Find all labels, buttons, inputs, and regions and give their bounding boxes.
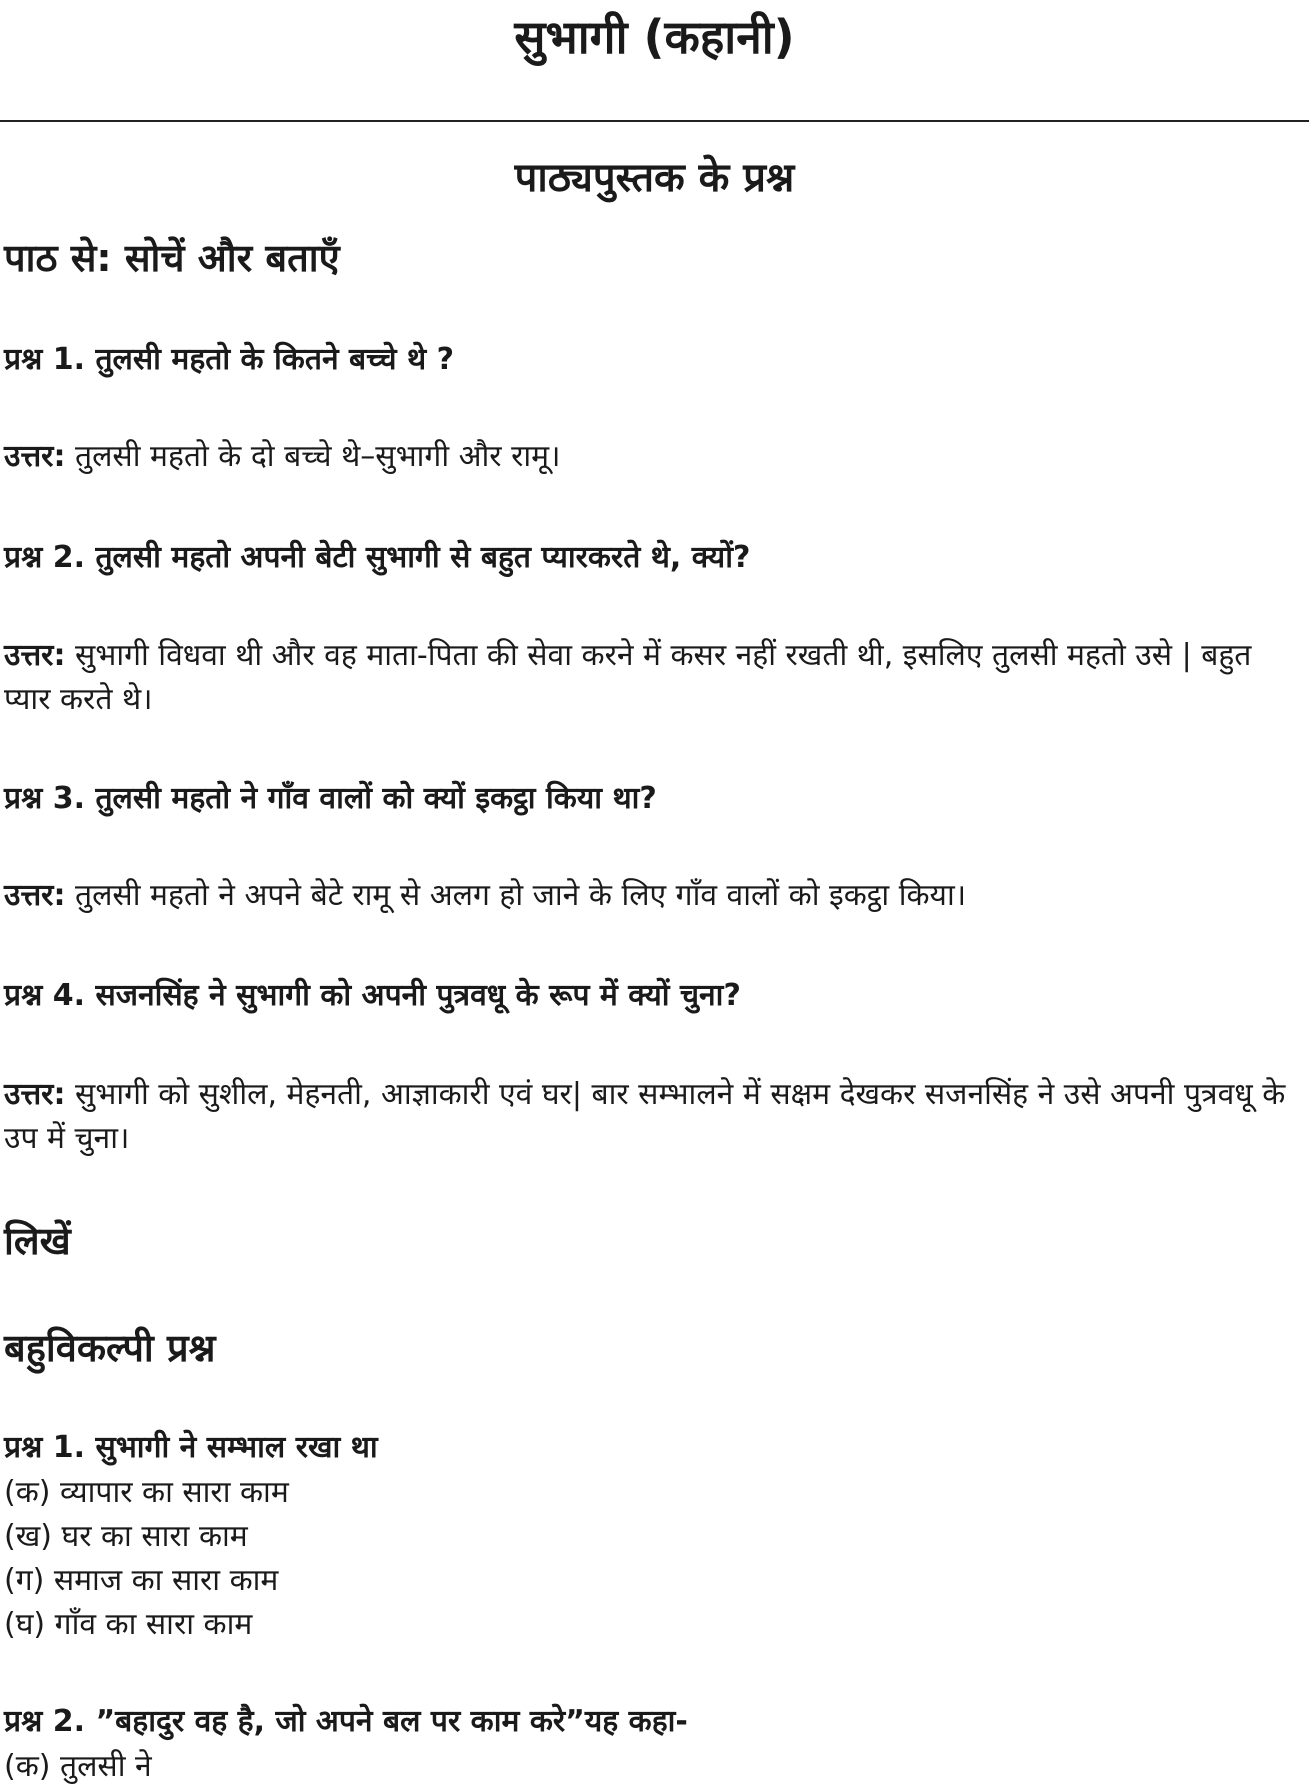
section-heading-think-tell: पाठ से: सोचें और बताएँ	[4, 236, 340, 280]
section-heading-write: लिखें	[4, 1219, 71, 1263]
mcq-1-option-d: (घ) गाँव का सारा काम	[4, 1607, 253, 1642]
answer-4-text: सुभागी को सुशील, मेहनती, आज्ञाकारी एवं घर| बार सम्भालने में सक्षम देखकर सजनसिंह ने उसे अपनी पुत्रवधू के उप में चुना।	[4, 1077, 1286, 1156]
answer-2-text: सुभागी विधवा थी और वह माता-पिता की सेवा करने में कसर नहीं रखती थी, इसलिए तुलसी महतो उसे | बहुत प्यार करते थे।	[4, 638, 1252, 717]
answer-3	[4, 874, 1300, 918]
mcq-1-option-a: (क) व्यापार का सारा काम	[4, 1475, 289, 1510]
page-subtitle: पाठ्यपुस्तक के प्रश्न	[514, 155, 795, 201]
answer-label: उत्तर:	[4, 638, 66, 673]
mcq-1-option-b: (ख) घर का सारा काम	[4, 1519, 248, 1554]
answer-label: उत्तर:	[4, 878, 66, 913]
title-divider	[0, 120, 1309, 122]
question-3: प्रश्न 3. तुलसी महतो ने गाँव वालों को क्यों इकट्ठा किया था?	[4, 781, 657, 816]
mcq-question-2: प्रश्न 2. ”बहादुर वह है, जो अपने बल पर काम करे”यह कहा-	[4, 1704, 688, 1739]
question-2: प्रश्न 2. तुलसी महतो अपनी बेटी सुभागी से बहुत प्यारकरते थे, क्यों?	[4, 540, 751, 575]
mcq-question-1: प्रश्न 1. सुभागी ने सम्भाल रखा था	[4, 1430, 378, 1465]
answer-3-text: तुलसी महतो ने अपने बेटे रामू से अलग हो जाने के लिए गाँव वालों को इकट्ठा किया।	[65, 878, 967, 913]
mcq-2-option-a: (क) तुलसी ने	[4, 1749, 152, 1784]
answer-1	[4, 435, 1300, 479]
answer-label: उत्तर:	[4, 1077, 66, 1112]
answer-1-text: तुलसी महतो के दो बच्चे थे–सुभागी और रामू।	[65, 439, 561, 474]
mcq-1-option-c: (ग) समाज का सारा काम	[4, 1563, 279, 1598]
page-title: सुभागी (कहानी)	[514, 10, 795, 64]
answer-2	[4, 634, 1300, 722]
question-4: प्रश्न 4. सजनसिंह ने सुभागी को अपनी पुत्रवधू के रूप में क्यों चुना?	[4, 978, 741, 1013]
answer-label: उत्तर:	[4, 439, 66, 474]
answer-4	[4, 1073, 1300, 1161]
question-1: प्रश्न 1. तुलसी महतो के कितने बच्चे थे ?	[4, 342, 454, 377]
section-heading-mcq: बहुविकल्पी प्रश्न	[4, 1326, 216, 1370]
